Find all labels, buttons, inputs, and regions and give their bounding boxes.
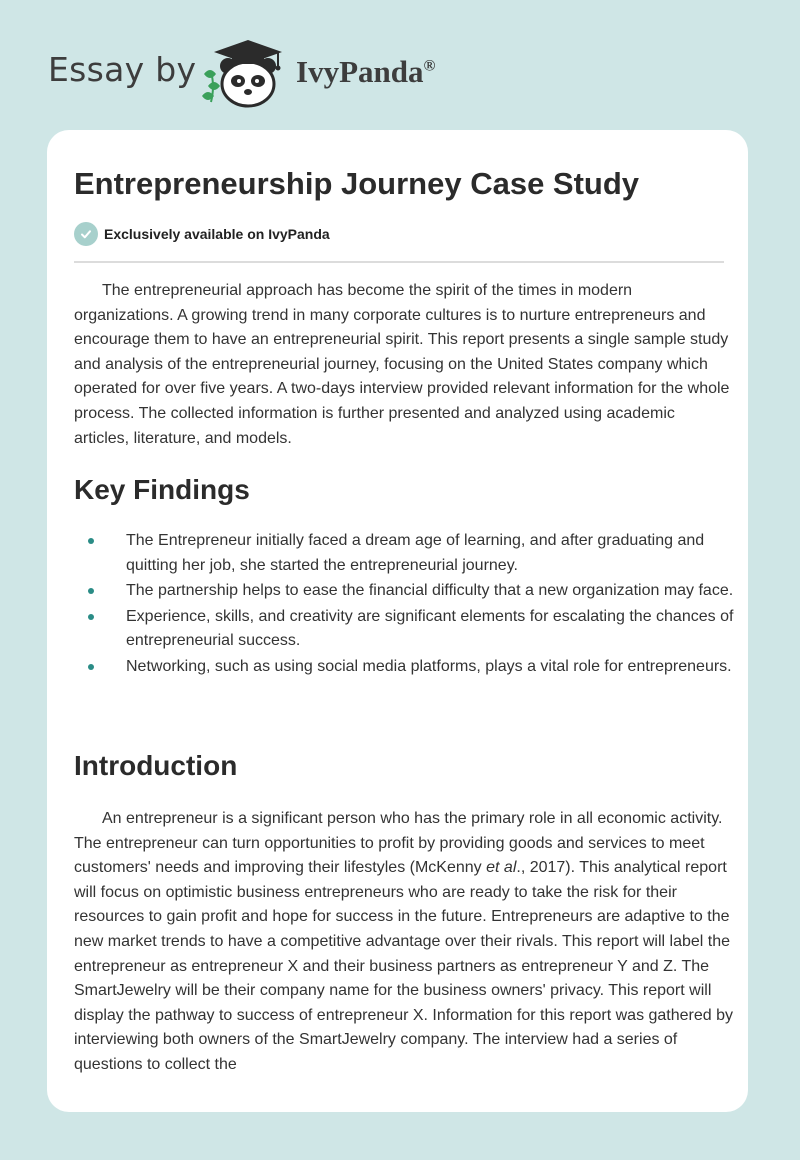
finding-text: Experience, skills, and creativity are significant elements for escalating the chances of entrepreneurial success. bbox=[126, 607, 734, 650]
list-item bbox=[74, 529, 734, 578]
article-card bbox=[47, 130, 748, 1112]
finding-text: The Entrepreneur initially faced a dream age of learning, and after graduating and quitting her job, she started the entrepreneurial journey. bbox=[126, 532, 705, 574]
essay-by-label: Essay by bbox=[48, 50, 197, 89]
ivypanda-brand[interactable] bbox=[296, 54, 435, 90]
list-item bbox=[74, 579, 734, 604]
intro-text-part: An entrepreneur is a significant person who has the primary role in all economic activity. The entrepreneur can turn opportunities to profit by providing goods and services to meet customers' needs and improving their lifestyles (McKenny bbox=[74, 810, 723, 877]
citation-italic: et al bbox=[486, 859, 517, 877]
site-header bbox=[0, 0, 800, 120]
bullet-icon bbox=[88, 538, 94, 544]
registered-mark: ® bbox=[423, 57, 436, 75]
bullet-icon bbox=[88, 588, 94, 594]
exclusive-label: Exclusively available on IvyPanda bbox=[104, 226, 330, 242]
bullet-icon bbox=[88, 664, 94, 670]
exclusive-badge bbox=[74, 222, 330, 246]
bullet-icon bbox=[88, 614, 94, 620]
list-item bbox=[74, 605, 734, 654]
divider bbox=[74, 261, 724, 263]
finding-text: Networking, such as using social media platforms, plays a vital role for entrepreneurs. bbox=[126, 657, 732, 675]
introduction-heading: Introduction bbox=[74, 750, 238, 781]
panda-logo-icon[interactable] bbox=[198, 36, 294, 110]
list-item bbox=[74, 655, 734, 680]
key-findings-list bbox=[74, 529, 734, 681]
finding-text: The partnership helps to ease the financial difficulty that a new organization may face. bbox=[126, 582, 734, 600]
check-icon bbox=[74, 222, 98, 246]
intro-text-part: ., 2017). This analytical report will focus on optimistic business entrepreneurs who are ready to take the risk for their resources to gain profit and hope for success in the future. Entrepreneurs are adaptive to the new market trends to have a competitive advantage over their rivals. This report will label the entrepreneur as entrepreneur X and their business partners as entrepreneur Y and Z. The SmartJewelry will be their company name for the business owners' privacy. This report will display the pathway to success of entrepreneur X. Information for this report was gathered by interviewing both owners of the SmartJewelry company. The interview had a series of questions to collect the bbox=[74, 859, 734, 1073]
page-title: Entrepreneurship Journey Case Study bbox=[74, 166, 640, 201]
intro-paragraph: The entrepreneurial approach has become the spirit of the times in modern organizations. A growing trend in many corporate cultures is to nurture entrepreneurs and encourage them to have an entrepreneurial spirit. This report presents a single sample study and analysis of the entrepreneurial journey, focusing on the United States company which operated for over five years. A two-days interview provided relevant information for the whole process. The collected information is further presented and analyzed using academic articles, literature, and models. bbox=[74, 282, 730, 447]
introduction-paragraph bbox=[74, 807, 734, 1078]
brand-name: IvyPanda bbox=[296, 54, 424, 89]
key-findings-heading: Key Findings bbox=[74, 474, 250, 505]
